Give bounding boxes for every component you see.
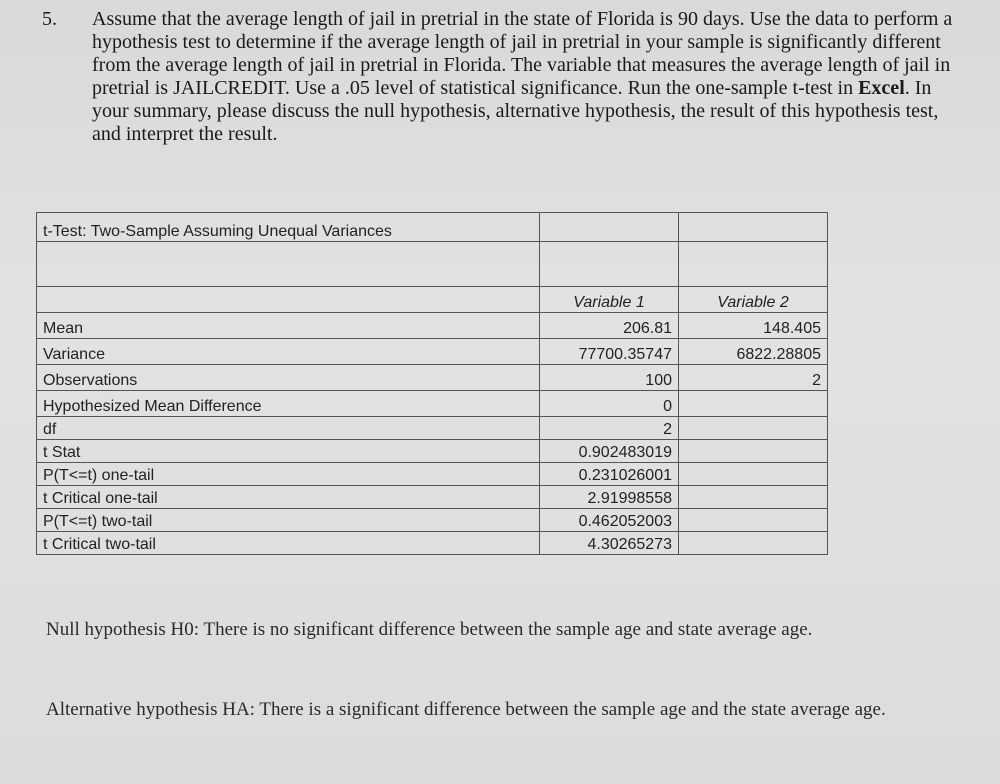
table-cell: [679, 213, 828, 242]
table-row: [37, 440, 1000, 463]
table-cell: [828, 417, 1000, 440]
table-row: [37, 463, 1000, 486]
ttest-output-table: [36, 212, 1000, 555]
row-value-1: 0: [540, 391, 679, 417]
row-value-2: [679, 486, 828, 509]
row-label: P(T<=t) two-tail: [37, 509, 540, 532]
row-value-1: 77700.35747: [540, 339, 679, 365]
table-cell: [828, 486, 1000, 509]
row-value-2: [679, 417, 828, 440]
table-row: [37, 417, 1000, 440]
row-value-2: [679, 509, 828, 532]
question-text: [92, 8, 972, 146]
row-label: t Critical two-tail: [37, 532, 540, 555]
table-blank-row: [37, 242, 1000, 287]
table-cell: [540, 213, 679, 242]
table-cell: [828, 532, 1000, 555]
question-bold-word: Excel: [858, 77, 905, 99]
row-value-2: 148.405: [679, 313, 828, 339]
table-cell: [828, 213, 1000, 242]
row-label: P(T<=t) one-tail: [37, 463, 540, 486]
row-label: Hypothesized Mean Difference: [37, 391, 540, 417]
question-text-part1: Assume that the average length of jail in pretrial in the state of Florida is 90 days. Use the data to perform a hypothesis test to determine if the average length of jail in pretrial in your sample is significantly different from the average length of jail in pretrial in Florida. The variable that measures the average length of jail in pretrial is JAILCREDIT. Use a .05 level of statistical significance. Run the one-sample t-test in: [92, 8, 953, 99]
header-variable-1: Variable 1: [540, 287, 679, 313]
table-cell: [37, 242, 540, 287]
table-cell: [828, 365, 1000, 391]
row-label: Mean: [37, 313, 540, 339]
table-cell: [828, 509, 1000, 532]
table-row: [37, 486, 1000, 509]
row-value-2: [679, 532, 828, 555]
table-row: [37, 509, 1000, 532]
question-number: 5.: [42, 8, 57, 30]
table-cell: [828, 339, 1000, 365]
null-hypothesis: Null hypothesis H0: There is no significant difference between the sample age and state average age.: [46, 619, 813, 640]
header-cell: [37, 287, 540, 313]
table-row: [37, 532, 1000, 555]
row-value-1: 206.81: [540, 313, 679, 339]
row-label: Observations: [37, 365, 540, 391]
row-value-2: [679, 391, 828, 417]
row-value-2: [679, 463, 828, 486]
row-value-2: 6822.28805: [679, 339, 828, 365]
row-value-1: 2.91998558: [540, 486, 679, 509]
question-5: [42, 8, 972, 146]
table-cell: [828, 313, 1000, 339]
table-title: t-Test: Two-Sample Assuming Unequal Variances: [37, 213, 540, 242]
table-title-row: [37, 213, 1000, 242]
row-value-1: 0.902483019: [540, 440, 679, 463]
row-value-2: 2: [679, 365, 828, 391]
row-label: t Critical one-tail: [37, 486, 540, 509]
table-row: [37, 365, 1000, 391]
row-value-1: 100: [540, 365, 679, 391]
row-value-1: 4.30265273: [540, 532, 679, 555]
table-cell: [828, 391, 1000, 417]
row-value-1: 2: [540, 417, 679, 440]
table-header-row: [37, 287, 1000, 313]
header-variable-2: Variable 2: [679, 287, 828, 313]
row-label: Variance: [37, 339, 540, 365]
row-label: df: [37, 417, 540, 440]
table-row: [37, 339, 1000, 365]
table-row: [37, 313, 1000, 339]
row-label: t Stat: [37, 440, 540, 463]
question-text-part2: . In your summary, please discuss the null hypothesis, alternative hypothesis, the result of this hypothesis test, and interpret the result.: [92, 77, 939, 145]
row-value-1: 0.462052003: [540, 509, 679, 532]
table-cell: [828, 463, 1000, 486]
table-cell: [679, 242, 828, 287]
table-row: [37, 391, 1000, 417]
row-value-1: 0.231026001: [540, 463, 679, 486]
row-value-2: [679, 440, 828, 463]
table-cell: [540, 242, 679, 287]
table-cell: [828, 287, 1000, 313]
table-cell: [828, 242, 1000, 287]
table-cell: [828, 440, 1000, 463]
alternative-hypothesis: Alternative hypothesis HA: There is a significant difference between the sample age and the state average age.: [46, 699, 886, 720]
